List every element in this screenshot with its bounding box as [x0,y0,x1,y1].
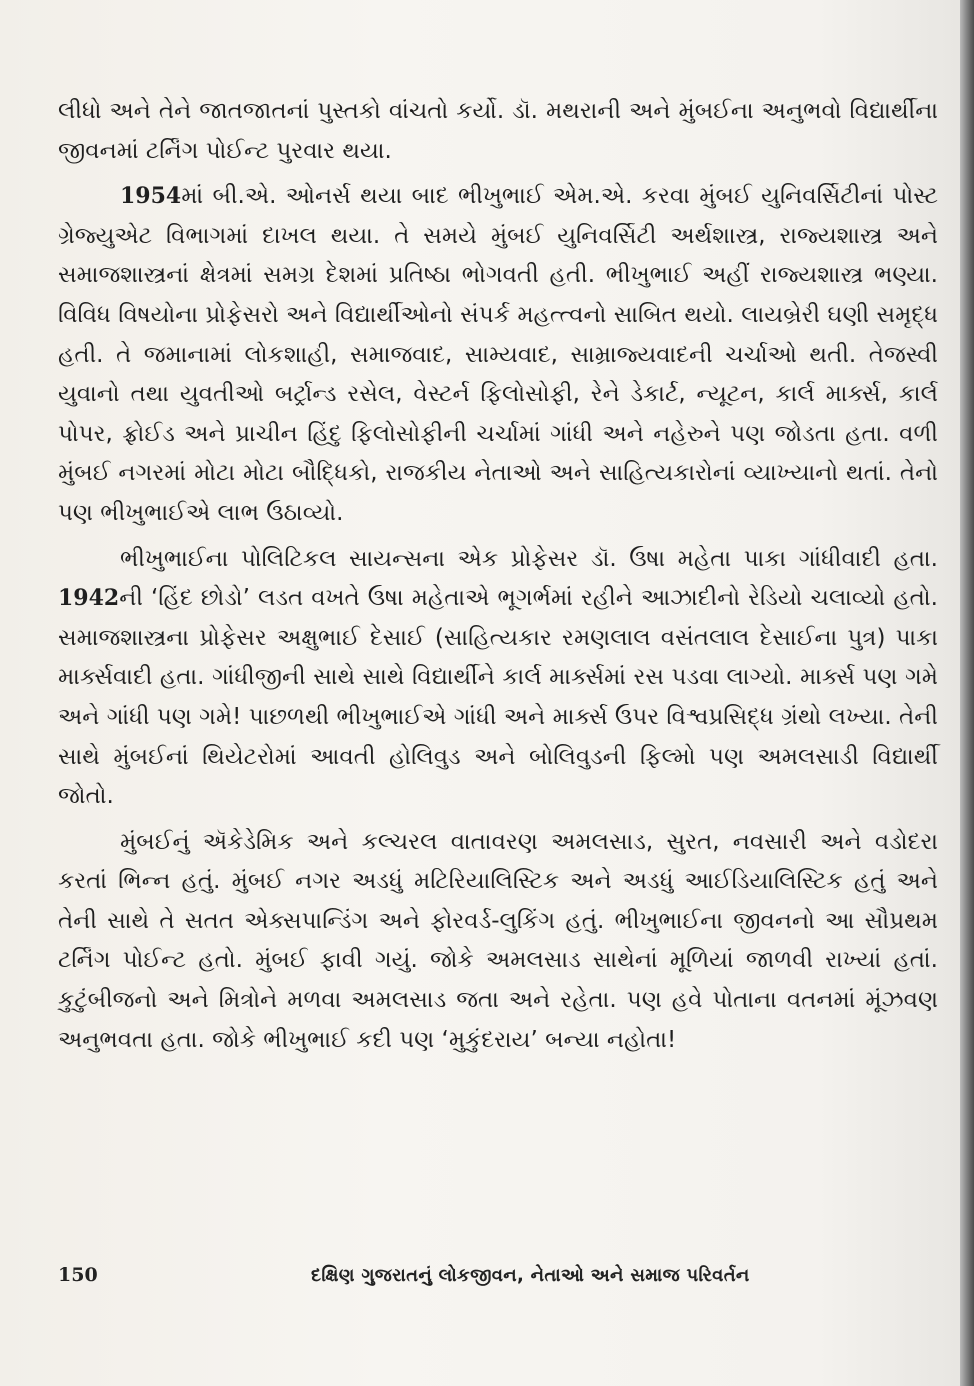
running-title: દક્ષિણ ગુજરાતનું લોકજીવન, નેતાઓ અને સમાજ પરિવર્તન [311,1265,750,1286]
paragraph-1 [58,92,938,171]
paragraph-3 [58,540,938,817]
body-text [58,92,938,1066]
year-1942: 1942 [58,585,120,612]
year-1954: 1954 [120,183,182,210]
paragraph-3-text: ની ‘હિંદ છોડો’ લડત વખતે ઉષા મહેતાએ ભૂગર્ભમાં રહીને આઝાદીનો રેડિયો ચલાવ્યો હતો. સમાજશાસ્ત્રના પ્રોફેસર અક્ષુભાઈ દેસાઈ (સાહિત્યકાર રમણલાલ વસંતલાલ દેસાઈના પુત્ર) પાકા માર્ક્સવાદી હતા. ગાંધીજીની સાથે સાથે વિદ્યાર્થીને કાર્લ માર્ક્સમાં રસ પડવા લાગ્યો. માર્ક્સ પણ ગમે અને ગાંધી પણ ગમે! પાછળથી ભીખુભાઈએ ગાંધી અને માર્ક્સ ઉપર વિશ્વપ્રસિદ્ધ ગ્રંથો લખ્યા. તેની સાથે મુંબઈનાં થિયેટરોમાં આવતી હોલિવુડ અને બોલિવુડની ફિલ્મો પણ અમલસાડી વિદ્યાર્થી જોતો. [58,585,938,810]
paragraph-2-text: માં બી.એ. ઓનર્સ થયા બાદ ભીખુભાઈ એમ.એ. કરવા મુંબઈ યુનિવર્સિટીનાં પોસ્ટ ગ્રેજ્યુએટ વિભાગમાં દાખલ થયા. તે સમયે મુંબઈ યુનિવર્સિટી અર્થશાસ્ત્ર, રાજ્યશાસ્ત્ર અને સમાજશાસ્ત્રનાં ક્ષેત્રમાં સમગ્ર દેશમાં પ્રતિષ્ઠા ભોગવતી હતી. ભીખુભાઈ અહીં રાજ્યશાસ્ત્ર ભણ્યા. વિવિધ વિષયોના પ્રોફેસરો અને વિદ્યાર્થીઓનો સંપર્ક મહત્ત્વનો સાબિત થયો. લાયબ્રેરી ઘણી સમૃદ્ધ હતી. તે જમાનામાં લોકશાહી, સમાજવાદ, સામ્યવાદ, સામ્રાજ્યવાદની ચર્ચાઓ થતી. તેજસ્વી યુવાનો તથા યુવતીઓ બર્ટ્રાન્ડ રસેલ, વેસ્ટર્ન ફિલોસોફી, રેને ડેકાર્ટ, ન્યૂટન, કાર્લ માર્ક્સ, કાર્લ પોપર, ફ્રોઈડ અને પ્રાચીન હિંદુ ફિલોસોફીની ચર્ચામાં ગાંધી અને નહેરુને પણ જોડતા હતા. વળી મુંબઈ નગરમાં મોટા મોટા બૌદ્ધિકો, રાજકીય નેતાઓ અને સાહિત્યકારોનાં વ્યાખ્યાનો થતાં. તેનો પણ ભીખુભાઈએ લાભ ઉઠાવ્યો. [58,183,938,526]
paragraph-2 [58,177,938,533]
page-footer [58,1264,938,1292]
paragraph-3-text-before: ભીખુભાઈના પોલિટિકલ સાયન્સના એક પ્રોફેસર ડૉ. ઉષા મહેતા પાકા ગાંધીવાદી હતા. [120,545,938,572]
paragraph-4 [58,823,938,1061]
paragraph-1-text: લીધો અને તેને જાતજાતનાં પુસ્તકો વાંચતો કર્યો. ડૉ. મથરાની અને મુંબઈના અનુભવો વિદ્યાર્થીના જીવનમાં ટર્નિંગ પોઈન્ટ પુરવાર થયા. [58,98,938,164]
page-number: 150 [58,1264,98,1286]
paragraph-4-text: મુંબઈનું ઍકેડેમિક અને કલ્ચરલ વાતાવરણ અમલસાડ, સુરત, નવસારી અને વડોદરા કરતાં ભિન્ન હતું. મુંબઈ નગર અડધું મટિરિયાલિસ્ટિક અને અડધું આઈડિયાલિસ્ટિક હતું અને તેની સાથે તે સતત એક્સપાન્ડિંગ અને ફોરવર્ડ-લુકિંગ હતું. ભીખુભાઈના જીવનનો આ સૌપ્રથમ ટર્નિંગ પોઈન્ટ હતો. મુંબઈ ફાવી ગયું. જોકે અમલસાડ સાથેનાં મૂળિયાં જાળવી રાખ્યાં હતાં. કુટુંબીજનો અને મિત્રોને મળવા અમલસાડ જતા અને રહેતા. પણ હવે પોતાના વતનમાં મૂંઝવણ અનુભવતા હતા. જોકે ભીખુભાઈ કદી પણ ‘મુકુંદરાય’ બન્યા નહોતા! [58,828,938,1053]
page-edge-shadow [960,0,974,1386]
